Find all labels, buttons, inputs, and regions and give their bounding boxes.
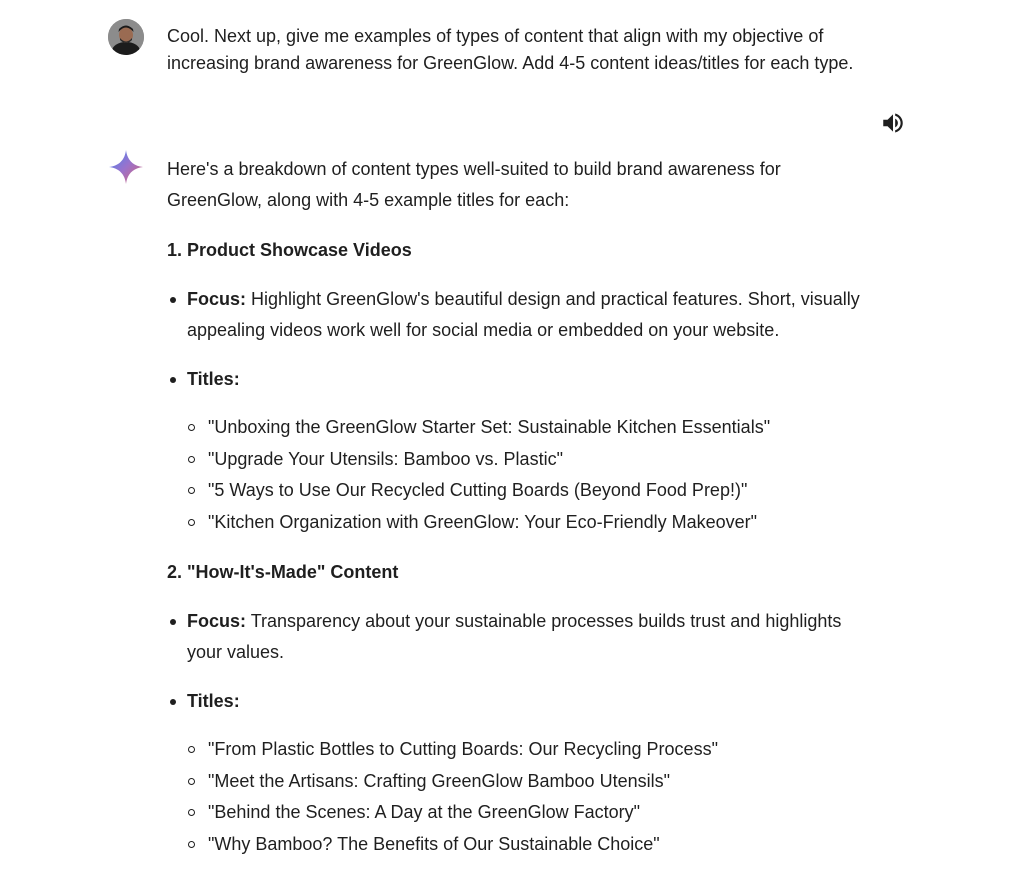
section-title: 2. "How-It's-Made" Content: [167, 562, 399, 582]
list-item: "Upgrade Your Utensils: Bamboo vs. Plastic": [187, 444, 877, 476]
focus-text: Transparency about your sustainable processes builds trust and highlights your values.: [187, 611, 842, 662]
list-item: "From Plastic Bottles to Cutting Boards: Our Recycling Process": [187, 734, 877, 766]
list-item: "Kitchen Organization with GreenGlow: Your Eco-Friendly Makeover": [187, 507, 877, 539]
section-list: [167, 284, 877, 538]
list-item: "Unboxing the GreenGlow Starter Set: Sustainable Kitchen Essentials": [187, 412, 877, 444]
assistant-response: [167, 154, 877, 860]
titles-item: [167, 686, 877, 860]
titles-list: [187, 412, 877, 538]
sparkle-icon: [107, 148, 145, 186]
titles-list: [187, 734, 877, 860]
titles-label: Titles:: [187, 369, 240, 389]
focus-label: Focus:: [187, 611, 247, 631]
volume-icon[interactable]: [880, 110, 906, 136]
focus-text: Highlight GreenGlow's beautiful design and practical features. Short, visually appealing videos work well for social media or embedded on your website.: [187, 289, 860, 340]
list-item: "Meet the Artisans: Crafting GreenGlow Bamboo Utensils": [187, 766, 877, 798]
avatar-image: [108, 19, 144, 55]
list-item: "5 Ways to Use Our Recycled Cutting Boards (Beyond Food Prep!)": [187, 475, 877, 507]
list-item: "Why Bamboo? The Benefits of Our Sustainable Choice": [187, 829, 877, 861]
section-list: [167, 606, 877, 860]
focus-item: [167, 606, 877, 668]
focus-item: [167, 284, 877, 346]
titles-label: Titles:: [187, 691, 240, 711]
user-message: Cool. Next up, give me examples of types of content that align with my objective of increasing brand awareness for GreenGlow. Add 4-5 content ideas/titles for each type.: [167, 26, 854, 73]
section-title: 1. Product Showcase Videos: [167, 240, 412, 260]
response-intro: Here's a breakdown of content types well-suited to build brand awareness for GreenGlow, along with 4-5 example titles for each:: [167, 159, 781, 210]
titles-item: [167, 364, 877, 538]
user-avatar[interactable]: [108, 19, 144, 55]
focus-label: Focus:: [187, 289, 247, 309]
list-item: "Behind the Scenes: A Day at the GreenGlow Factory": [187, 797, 877, 829]
